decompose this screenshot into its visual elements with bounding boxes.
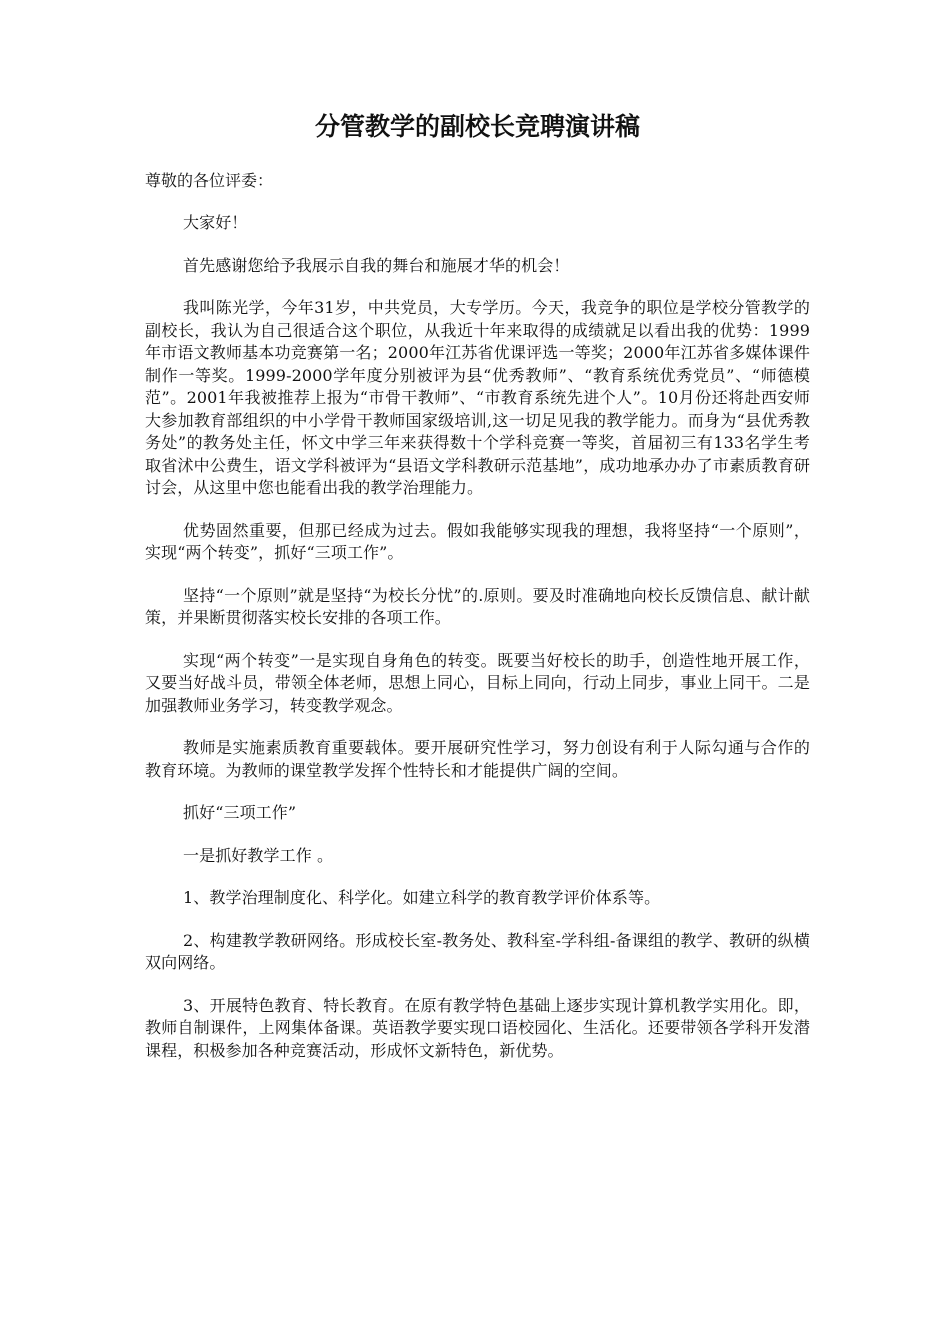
paragraph-one-principle: 坚持“一个原则”就是坚持“为校长分忧”的.原则。要及时准确地向校长反馈信息、献计献策，并果断贯彻落实校长安排的各项工作。 [145,585,810,627]
salutation: 尊敬的各位评委： [145,171,274,190]
paragraph-two-changes: 实现“两个转变”一是实现自身角色的转变。既要当好校长的助手，创造性地开展工作，又要当好战斗员，带领全体老师，思想上同心，目标上同向，行动上同步，事业上同干。二是加强教师业务学习，转变教学观念。 [145,650,810,715]
paragraph-item-2: 2、构建教学教研网络。形成校长室-教务处、教科室-学科组-备课组的教学、教研的纵横双向网络。 [145,930,810,972]
paragraph-task-one-heading: 一是抓好教学工作 。 [183,845,334,865]
paragraph-self-introduction: 我叫陈光学，今年31岁，中共党员，大专学历。今天，我竞争的职位是学校分管教学的副校长，我认为自己很适合这个职位，从我近十年来取得的成绩就足以看出我的优势：1999年市语文教师基本功竞赛第一名；2000年江苏省优课评选一等奖；2000年江苏省多媒体课件制作一等奖。1999-2000学年度分别被评为县“优秀教师”、“教育系统优秀党员”、“师德模范”。2001年我被推荐上报为“市骨干教师”、“市教育系统先进个人”。10月份还将赴西安师大参加教育部组织的中小学骨干教师国家级培训,这一切足见我的教学能力。而身为“县优秀教务处”的教务处主任，怀文中学三年来获得数十个学科竞赛一等奖，首届初三有133名学生考取省沭中公费生，语文学科被评为“县语文学科教研示范基地”，成功地承办办了市素质教育研讨会，从这里中您也能看出我的教学治理能力。 [145,298,810,497]
paragraph-plan-overview: 优势固然重要，但那已经成为过去。假如我能够实现我的理想，我将坚持“一个原则”，实现“两个转变”，抓好“三项工作”。 [145,520,810,562]
document-page [145,110,810,1082]
paragraph-three-tasks-heading: 抓好“三项工作” [183,803,297,822]
paragraph-thanks: 首先感谢您给予我展示自我的舞台和施展才华的机会！ [183,255,570,275]
document-title: 分管教学的副校长竞聘演讲稿 [314,112,640,141]
paragraph-greeting: 大家好！ [183,213,248,232]
paragraph-item-3: 3、开展特色教育、特长教育。在原有教学特色基础上逐步实现计算机教学实用化。即，教师自制课件，上网集体备课。英语教学要实现口语校园化、生活化。还要带领各学科开发潜课程，积极参加各种竞赛活动，形成怀文新特色，新优势。 [145,995,810,1060]
paragraph-item-1: 1、教学治理制度化、科学化。如建立科学的教育教学评价体系等。 [183,888,661,907]
paragraph-teachers: 教师是实施素质教育重要载体。要开展研究性学习，努力创设有利于人际勾通与合作的教育环境。为教师的课堂教学发挥个性特长和才能提供广阔的空间。 [145,738,810,780]
